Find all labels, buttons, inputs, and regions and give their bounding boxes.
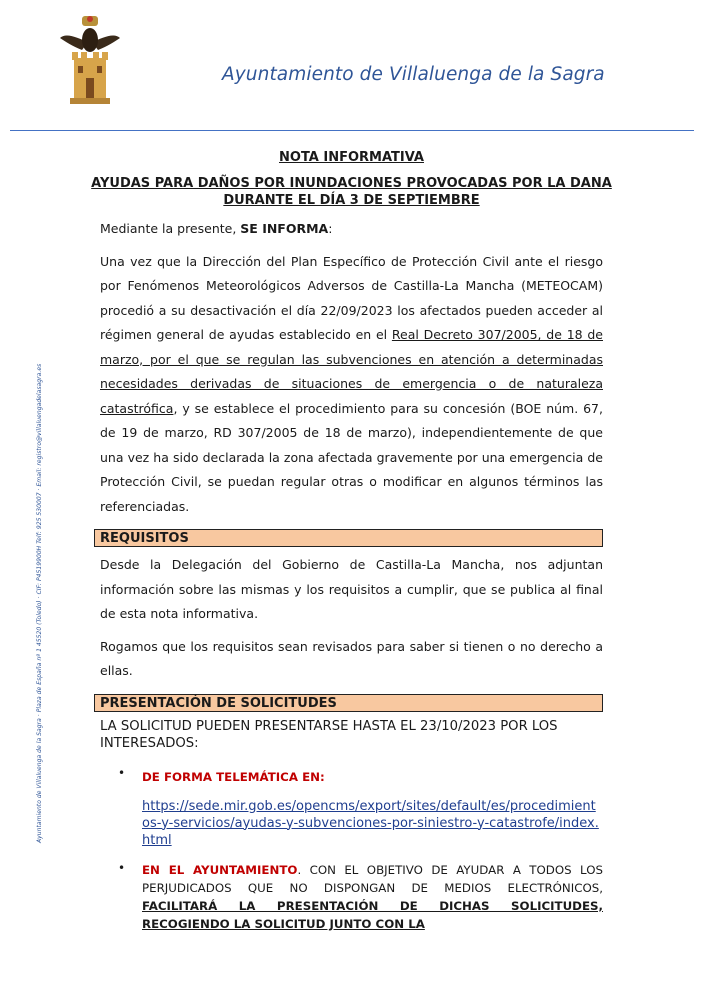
ayuntamiento-label: EN EL AYUNTAMIENTO	[142, 862, 298, 877]
paragraph-1-start: Una vez que la Dirección del Plan Específico de Protección Civil ante el riesgo por Fenómenos Meteorológicos Adversos de Castilla-La Mancha (METEOCAM) procedió a su desactivación el día 22/09/2023 los afectados pueden acceder al régimen general de ayudas establecido en el	[100, 253, 603, 342]
intro-prefix: Mediante la presente,	[100, 221, 241, 236]
ayuntamiento-body: . CON EL OBJETIVO DE AYUDAR A TODOS LOS PERJUDICADOS QUE NO DISPONGAN DE MEDIOS ELECTRÓNICOS,	[142, 862, 603, 895]
section-requisitos-header: REQUISITOS	[94, 529, 603, 547]
list-item-telematica	[100, 766, 603, 849]
bullet-icon: •	[118, 765, 126, 780]
document-subtitle: AYUDAS PARA DAÑOS POR INUNDACIONES PROVOCADAS POR LA DANA DURANTE EL DÍA 3 DE SEPTIEMBRE	[91, 176, 612, 208]
requisitos-paragraph-1: Desde la Delegación del Gobierno de Castilla-La Mancha, nos adjuntan información sobre las mismas y los requisitos a cumplir, que se publica al final de esta nota informativa.	[100, 557, 603, 621]
document-title: NOTA INFORMATIVA	[279, 150, 424, 165]
bullet-icon: •	[118, 860, 126, 875]
presentacion-deadline: LA SOLICITUD PUEDEN PRESENTARSE HASTA EL 23/10/2023 POR LOS INTERESADOS:	[100, 718, 558, 751]
section-presentacion-header: PRESENTACIÓN DE SOLICITUDES	[94, 694, 603, 712]
paragraph-1	[100, 250, 603, 520]
sede-electronica-link[interactable]: https://sede.mir.gob.es/opencms/export/sites/default/es/procedimientos-y-servicios/ayudas-y-subvenciones-por-siniestro-y-catastrofe/index.html	[142, 798, 599, 848]
requisitos-paragraph-2: Rogamos que los requisitos sean revisados para saber si tienen o no derecho a ellas.	[100, 638, 603, 678]
ayuntamiento-text	[142, 861, 603, 933]
intro-bold: SE INFORMA	[240, 221, 329, 236]
intro-suffix: :	[328, 221, 333, 236]
intro-paragraph	[100, 217, 603, 242]
list-item-ayuntamiento	[100, 861, 603, 933]
header-title: Ayuntamiento de Villaluenga de la Sagra	[222, 64, 605, 85]
paragraph-1-end: , y se establece el procedimiento para su concesión (BOE núm. 67, de 19 de marzo, RD 307/2005 de 18 de marzo), independientemente de que una vez ha sido declarada la zona afectada gravemente por una emergencia de Protección Civil, se puedan regular otras o modificar en algunos términos las referenciadas.	[100, 400, 603, 514]
document-body	[91, 150, 612, 945]
header-divider	[10, 130, 694, 131]
crowned-castle-coat-of-arms-icon	[58, 12, 122, 110]
sidebar-contact-text: Ayuntamiento de Villaluenga de la Sagra · Plaza de España nº 1 45520 (Toledo) · CIF: P4519900H Telf: 925 530007 · Email: registro@villaluengadelasagra.es	[36, 363, 43, 843]
ayuntamiento-bold: FACILITARÁ LA PRESENTACIÓN DE DICHAS SOLICITUDES, RECOGIENDO LA SOLICITUD JUNTO CON LA	[142, 898, 603, 931]
real-decreto-link[interactable]: Real Decreto 307/2005, de 18 de marzo, por el que se regulan las subvenciones en atención a determinadas necesidades derivadas de situaciones de emergencia o de naturaleza catastrófica	[100, 327, 603, 416]
telematica-label: DE FORMA TELEMÁTICA EN:	[142, 769, 325, 784]
